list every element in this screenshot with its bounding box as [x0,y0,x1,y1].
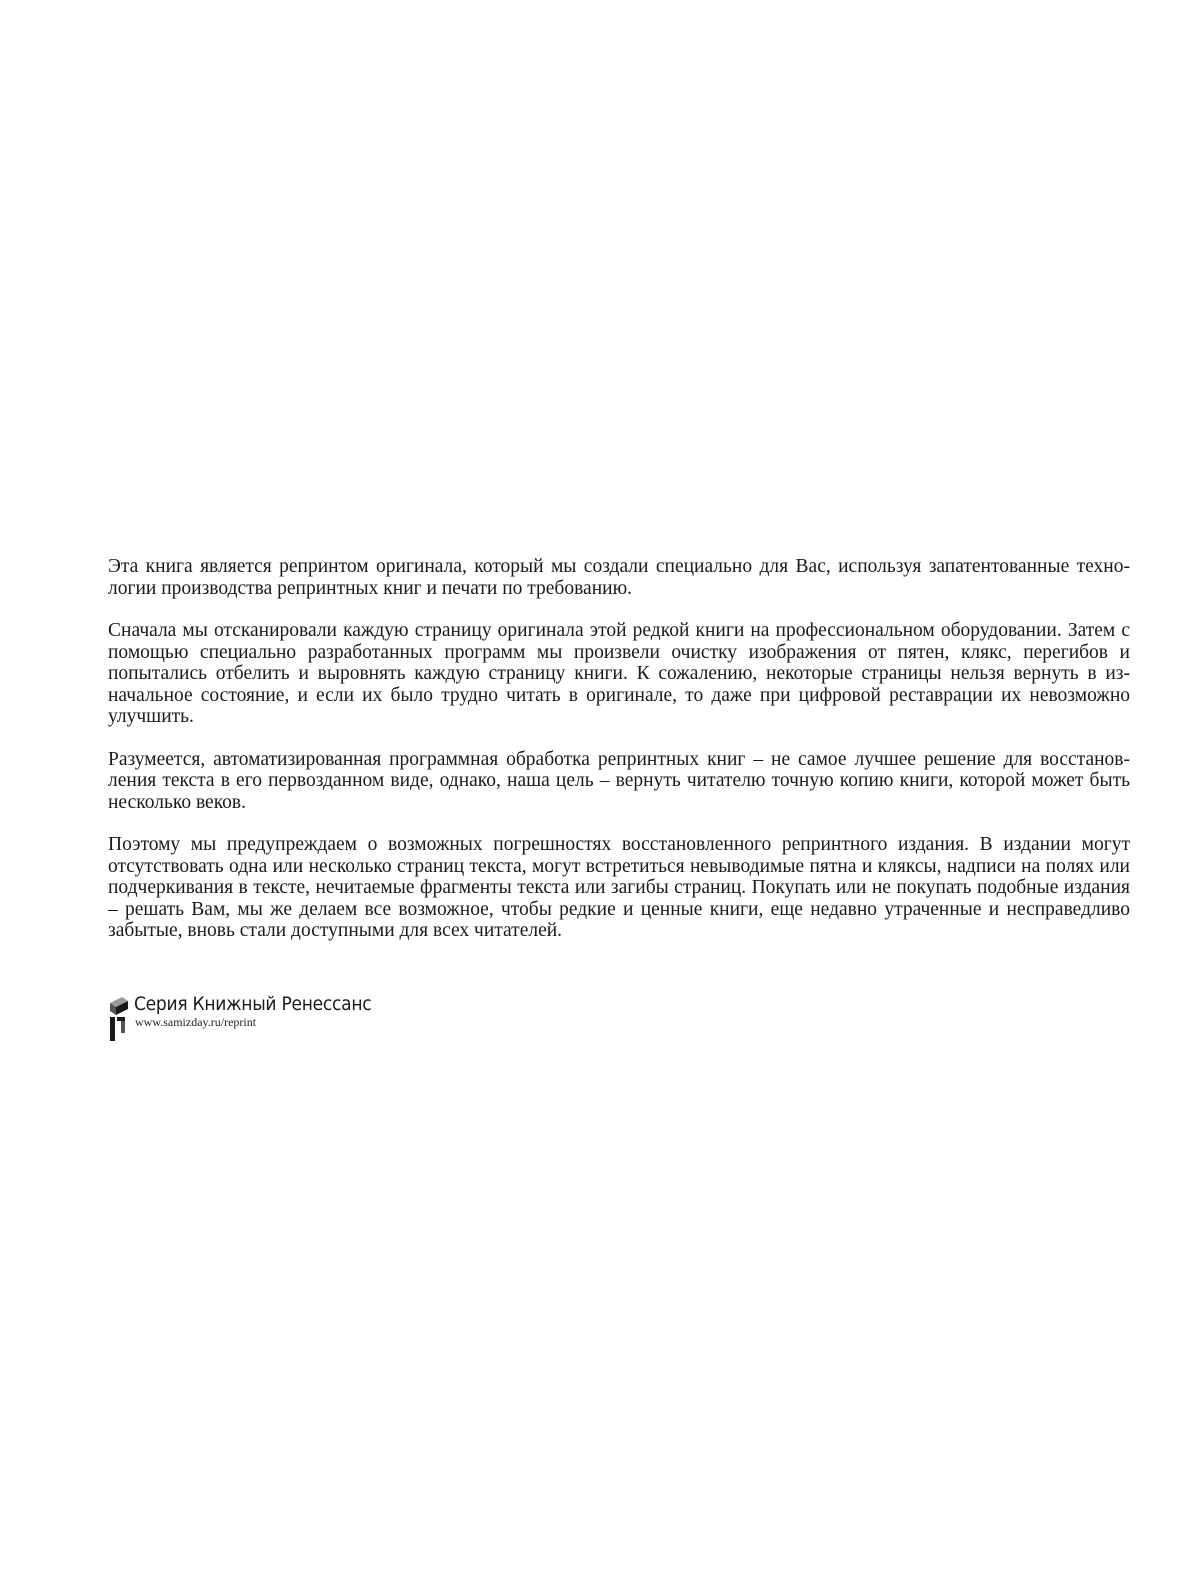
notice-paragraph-1: Эта книга является репринтом оригинала, который мы создали специально для Вас, используя запатентованные техно-логии производства репринтных книг и печати по требованию. [108,556,1130,599]
book-logo-icon [108,995,130,1041]
notice-paragraph-4: Поэтому мы предупреждаем о возможных погрешностях восстановленного репринтного издания. В издании могут отсутствовать одна или несколько страниц текста, могут встретиться невыводимые пятна и кляксы, надписи на полях или подчеркивания в тексте, нечитаемые фрагменты текста или загибы страниц. Покупать или не покупать подобные издания – решать Вам, мы же делаем все возможное, чтобы редкие и ценные книги, еще недавно утраченные и несправедливо забытые, вновь стали доступными для всех читателей. [108,834,1130,941]
notice-paragraph-2: Сначала мы отсканировали каждую страницу оригинала этой редкой книги на профессиональном оборудовании. Затем с помощью специально разработанных программ мы произвели очистку изображения от пятен, клякс, перегибов и попытались отбелить и выровнять каждую страницу книги. К сожалению, некоторые страницы нельзя вернуть в из-начальное состояние, и если их было трудно читать в оригинале, то даже при цифровой реставрации их невозможно улучшить. [108,620,1130,727]
publisher-logo [108,993,398,1041]
series-title: Серия Книжный Ренессанс [134,993,372,1015]
notice-paragraph-3: Разумеется, автоматизированная программная обработка репринтных книг – не самое лучшее решение для восстанов-ления текста в его первозданном виде, однако, наша цель – вернуть читателю точную копию книги, которой может быть несколько веков. [108,748,1130,813]
notice-text [108,556,1130,963]
series-url: www.samizday.ru/reprint [135,1015,257,1029]
